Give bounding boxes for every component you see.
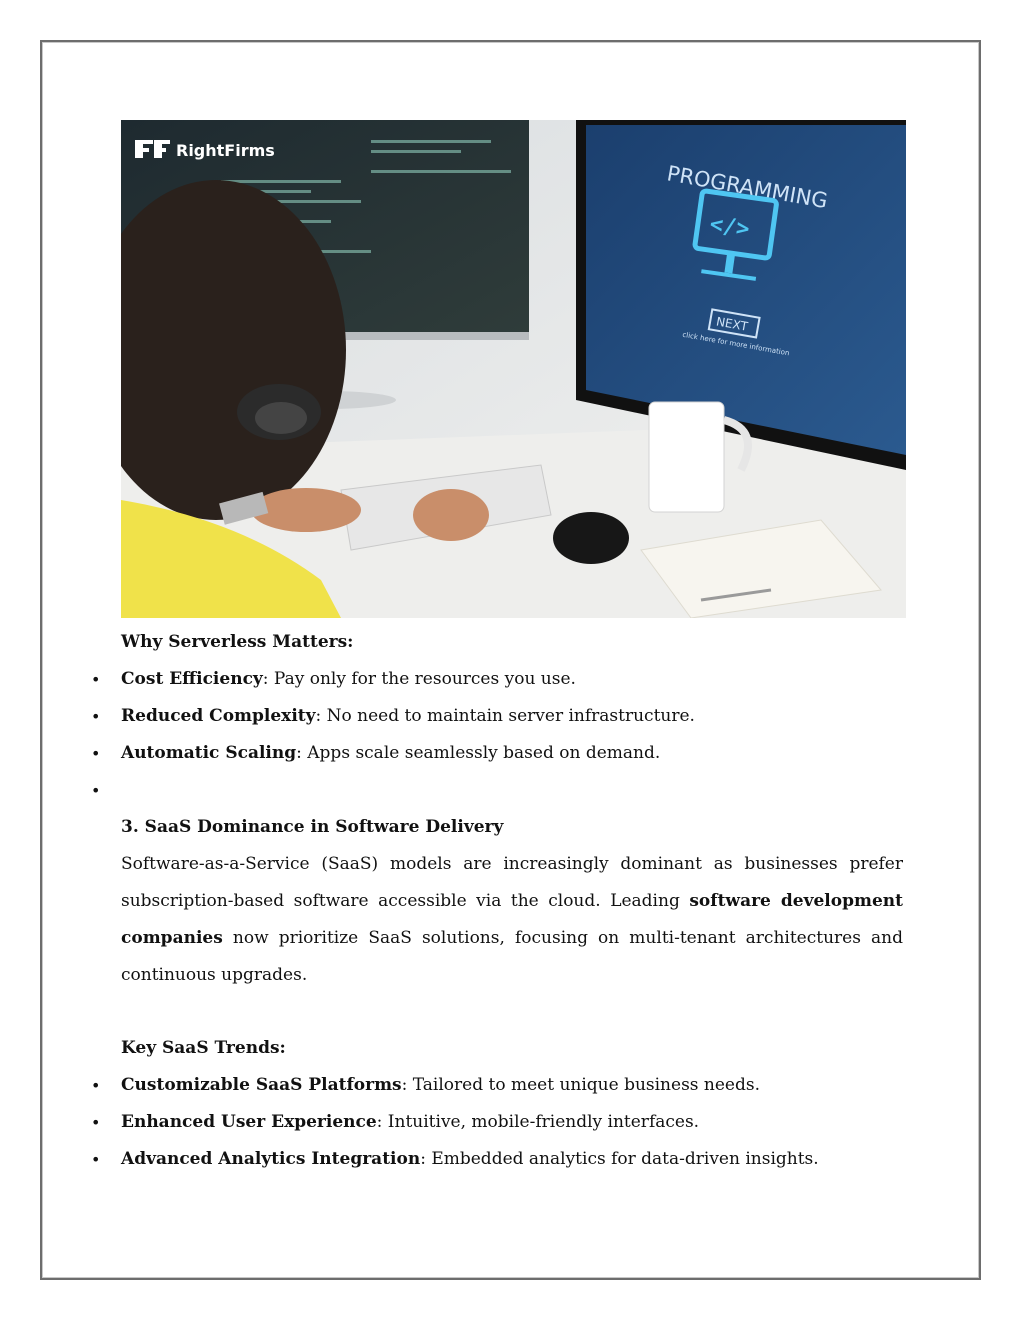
software-development-companies-link[interactable]: software development companies <box>121 891 903 948</box>
mouse <box>553 512 629 564</box>
list-item-empty <box>121 772 903 809</box>
svg-text:</>: </> <box>708 212 752 243</box>
list-item: • Reduced Complexity: No need to maintain server infrastructure. <box>121 698 903 735</box>
saas-section <box>121 809 903 994</box>
list-item: • Automatic Scaling: Apps scale seamlessly based on demand. <box>121 735 903 772</box>
svg-text:RightFirms: RightFirms <box>176 141 275 160</box>
saas-heading: 3. SaaS Dominance in Software Delivery <box>121 817 504 837</box>
right-hand <box>413 489 489 541</box>
saas-paragraph: Software-as-a-Service (SaaS) models are increasingly dominant as businesses prefer subscription-based software accessible via the cloud. Leading software development companies now prioritize SaaS solutions, focusing on multi-tenant architectures and continuous upgrades. <box>121 854 903 985</box>
screen-caption: click here for more information <box>681 330 790 358</box>
programming-illustration <box>121 120 906 618</box>
list-item: • Enhanced User Experience: Intuitive, mobile-friendly interfaces. <box>121 1104 903 1141</box>
screen-next: NEXT <box>715 314 749 334</box>
hero-photo <box>121 120 906 618</box>
list-item: • Cost Efficiency: Pay only for the resources you use. <box>121 661 903 698</box>
rightfirms-logo <box>135 140 275 160</box>
saas-trends-section <box>121 1030 903 1178</box>
list-item: • Customizable SaaS Platforms: Tailored to meet unique business needs. <box>121 1067 903 1104</box>
serverless-section <box>121 624 903 809</box>
serverless-heading: Why Serverless Matters: <box>121 632 354 652</box>
saas-trends-heading: Key SaaS Trends: <box>121 1038 286 1058</box>
mug <box>649 402 724 512</box>
list-item: • Advanced Analytics Integration: Embedded analytics for data-driven insights. <box>121 1141 903 1178</box>
saas-trends-list <box>121 1067 903 1178</box>
left-hand <box>251 488 361 532</box>
screen-heading: PROGRAMMING <box>665 161 830 214</box>
serverless-list <box>121 661 903 809</box>
